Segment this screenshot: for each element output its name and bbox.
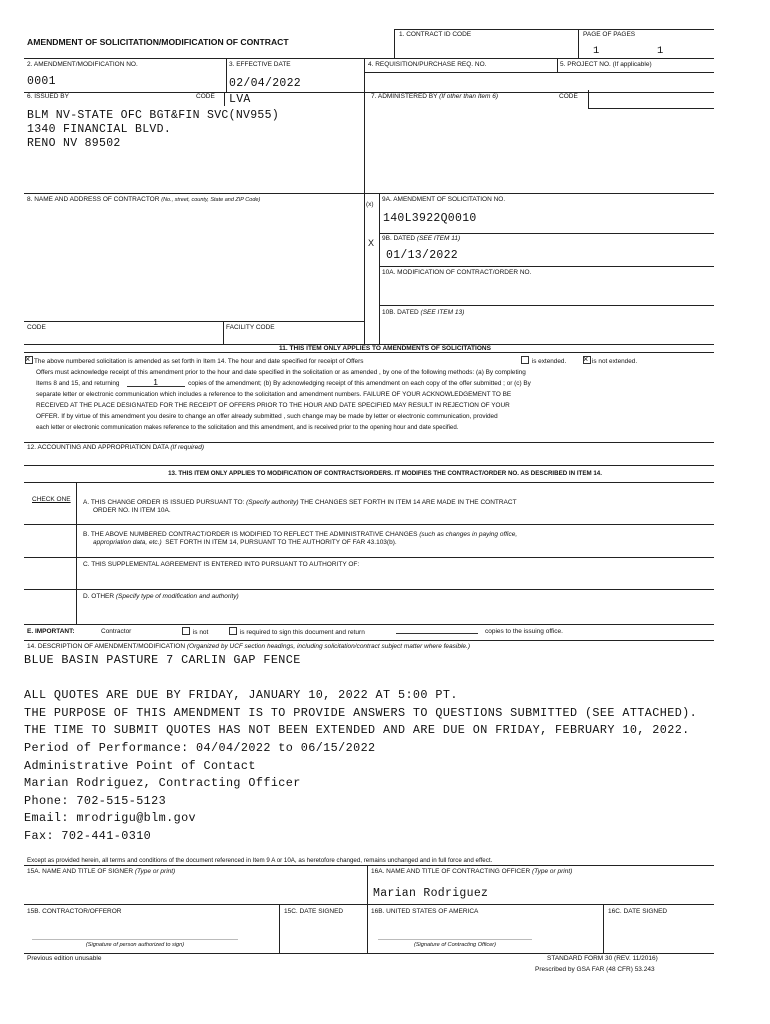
item-11-line3: Items 8 and 15, and returning 1 copies of the amendment; (b) By acknowledging receipt of this amendment on each copy of the offer submitted ; or (c) By (36, 377, 531, 387)
description-line (24, 670, 697, 688)
project-no-label: 5. PROJECT NO. (If applicable) (560, 61, 652, 68)
item-13b-line2: appropriation data, etc.) SET FORTH IN ITEM 14, PURSUANT TO THE AUTHORITY OF FAR 43.103(b). (93, 539, 397, 546)
issued-by-code-label: CODE (196, 93, 215, 100)
description-line: BLUE BASIN PASTURE 7 CARLIN GAP FENCE (24, 653, 301, 667)
item-11-line6: OFFER. If by virtue of this amendment you desire to change an offer already submitted , such change may be made by letter or electronic communication, provided (36, 413, 498, 420)
contractor-label: 8. NAME AND ADDRESS OF CONTRACTOR (No., street, county, State and ZIP Code) (27, 196, 261, 203)
description-line: Email: mrodrigu@blm.gov (24, 811, 197, 826)
officer-name-value: Marian Rodriguez (373, 887, 489, 900)
is-not-checkbox[interactable] (182, 627, 190, 635)
officer-name-label: 16A. NAME AND TITLE OF CONTRACTING OFFICER (Type or print) (371, 868, 573, 875)
issued-by-line1: BLM NV-STATE OFC BGT&FIN SVC(NV955) (27, 109, 280, 122)
item-13d-line: D. OTHER (Specify type of modification and authority) (83, 593, 239, 600)
item-13a-line2: ORDER NO. IN ITEM 10A. (93, 507, 171, 514)
copies-field[interactable]: 1 (127, 378, 185, 387)
important-label: E. IMPORTANT: (27, 628, 75, 635)
description-line: Administrative Point of Contact (24, 758, 256, 773)
issued-by-code-value: LVA (229, 93, 251, 106)
amended-checkbox[interactable] (25, 356, 33, 364)
item-11-heading: 11. THIS ITEM ONLY APPLIES TO AMENDMENTS OF SOLICITATIONS (279, 345, 491, 352)
item-11-line1: ×The above numbered solicitation is amended as set forth in Item 14. The hour and date specified for receipt of Offers (25, 356, 363, 367)
extended-checkbox[interactable] (521, 356, 529, 364)
form-title: AMENDMENT OF SOLICITATION/MODIFICATION OF CONTRACT (27, 37, 289, 47)
description-line: ALL QUOTES ARE DUE BY FRIDAY, JANUARY 10, 2022 AT 5:00 PT. (24, 688, 458, 703)
contractor-offeror-label: 15B. CONTRACTOR/OFFEROR (27, 908, 122, 915)
item-14-description (24, 652, 697, 846)
x-column-label: (x) (366, 201, 374, 208)
item-10a-label: 10A. MODIFICATION OF CONTRACT/ORDER NO. (382, 269, 532, 276)
contractor-signature-line[interactable] (32, 939, 238, 940)
item-9b-label: 9B. DATED (SEE ITEM 11) (382, 235, 461, 242)
is-required-option[interactable]: is required to sign this document and return (229, 627, 365, 637)
item-13c-line: C. THIS SUPPLEMENTAL AGREEMENT IS ENTERED INTO PURSUANT TO AUTHORITY OF: (83, 561, 360, 568)
officer-signature-line[interactable] (378, 939, 532, 940)
item-13a-line1: A. THIS CHANGE ORDER IS ISSUED PURSUANT TO: (Specify authority) THE CHANGES SET FORTH IN ITEM 14 ARE MADE IN THE CONTRACT (83, 499, 517, 506)
item-11-line5: RECEIVED AT THE PLACE DESIGNATED FOR THE RECEIPT OF OFFERS PRIOR TO THE HOUR AND DATE SPECIFIED MAY RESULT IN REJECTION OF YOUR (36, 402, 510, 409)
description-line: THE TIME TO SUBMIT QUOTES HAS NOT BEEN EXTENDED AND ARE DUE ON FRIDAY, FEBRUARY 10, 2022. (24, 723, 690, 738)
item-12-label: 12. ACCOUNTING AND APPROPRIATION DATA (If required) (27, 444, 204, 451)
item-13-heading: 13. THIS ITEM ONLY APPLIES TO MODIFICATION OF CONTRACTS/ORDERS. IT MODIFIES THE CONTRACT/ORDER NO. AS DESCRIBED IN ITEM 14. (168, 470, 602, 477)
issued-by-line3: RENO NV 89502 (27, 137, 121, 150)
description-line: THE PURPOSE OF THIS AMENDMENT IS TO PROVIDE ANSWERS TO QUESTIONS SUBMITTED (SEE ATTACHED). (24, 705, 698, 720)
not-extended-option[interactable]: × is not extended. (583, 356, 637, 367)
important-copies: copies to the issuing office. (485, 628, 563, 635)
issued-by-label: 6. ISSUED BY (27, 93, 69, 100)
item-11-line4: separate letter or electronic communication which includes a reference to the solicitation and amendment numbers. FAILURE OF YOUR ACKNOWLEDGEMENT TO BE (36, 391, 512, 398)
except-text: Except as provided herein, all terms and conditions of the document referenced in Item 9 A or 10A, as heretofore changed, remains unchanged and in full force and effect. (27, 857, 493, 864)
description-line: Period of Performance: 04/04/2022 to 06/15/2022 (24, 740, 376, 755)
description-line: Marian Rodriguez, Contracting Officer (24, 776, 301, 791)
amendment-no-label: 2. AMENDMENT/MODIFICATION NO. (27, 61, 138, 68)
not-extended-checkbox[interactable] (583, 356, 591, 364)
amendment-no-value: 0001 (27, 75, 56, 88)
page-label: PAGE OF PAGES (583, 31, 636, 38)
administered-by-code-label: CODE (559, 93, 578, 100)
is-not-option[interactable]: is not (182, 627, 208, 637)
check-one-label: CHECK ONE (32, 496, 71, 503)
solicitation-no-label: 9A. AMENDMENT OF SOLICITATION NO. (382, 196, 506, 203)
item-11-line7: each letter or electronic communication makes reference to the solicitation and this amendment, and is received prior to the opening hour and date specified. (36, 424, 459, 431)
extended-option[interactable]: is extended. (521, 356, 566, 367)
item-13b-line1: B. THE ABOVE NUMBERED CONTRACT/ORDER IS MODIFIED TO REFLECT THE ADMINISTRATIVE CHANGES (such as changes in paying office, (83, 531, 518, 538)
item-9b-check-mark: X (368, 238, 375, 248)
pages-total: 1 (657, 45, 664, 57)
previous-edition-note: Previous edition unusable (27, 955, 102, 962)
page-number: 1 (593, 45, 600, 57)
effective-date-label: 3. EFFECTIVE DATE (229, 61, 291, 68)
description-line: Fax: 702-441-0310 (24, 828, 152, 843)
item-10b-label: 10B. DATED (SEE ITEM 13) (382, 309, 465, 316)
issued-by-line2: 1340 FINANCIAL BLVD. (27, 123, 172, 136)
date-signed-15c-label: 15C. DATE SIGNED (284, 908, 344, 915)
signature-person-caption: (Signature of person authorized to sign) (85, 942, 185, 948)
prescribed-by-label: Prescribed by GSA FAR (48 CFR) 53.243 (535, 966, 655, 973)
item-14-label: 14. DESCRIPTION OF AMENDMENT/MODIFICATION (Organized by UCF section headings, including solicitation/contract subject matter where feasible.) (27, 643, 471, 650)
item-11-line2: Offers must acknowledge receipt of this amendment prior to the hour and date specified in the solicitation or as amended , by one of the following methods: (a) By completing (36, 369, 526, 376)
solicitation-no-value: 140L3922Q0010 (383, 212, 477, 225)
contract-id-label: 1. CONTRACT ID CODE (399, 31, 472, 38)
description-line: Phone: 702-515-5123 (24, 793, 167, 808)
signature-officer-caption: (Signature of Contracting Officer) (413, 942, 497, 948)
requisition-no-label: 4. REQUISITION/PURCHASE REQ. NO. (368, 61, 487, 68)
effective-date-value: 02/04/2022 (229, 77, 302, 90)
item-9b-value: 01/13/2022 (386, 249, 459, 262)
facility-code-label: FACILITY CODE (226, 324, 275, 331)
administered-by-label: 7. ADMINISTERED BY (If other than Item 6) (371, 93, 499, 100)
standard-form-label: STANDARD FORM 30 (REV. 11/2016) (547, 955, 658, 962)
return-copies-field[interactable] (396, 633, 478, 634)
important-contractor: Contractor (101, 628, 132, 635)
signer-name-label: 15A. NAME AND TITLE OF SIGNER (Type or print) (27, 868, 176, 875)
usa-label: 16B. UNITED STATES OF AMERICA (371, 908, 479, 915)
date-signed-16c-label: 16C. DATE SIGNED (608, 908, 668, 915)
contractor-code-label: CODE (27, 324, 46, 331)
is-required-checkbox[interactable] (229, 627, 237, 635)
